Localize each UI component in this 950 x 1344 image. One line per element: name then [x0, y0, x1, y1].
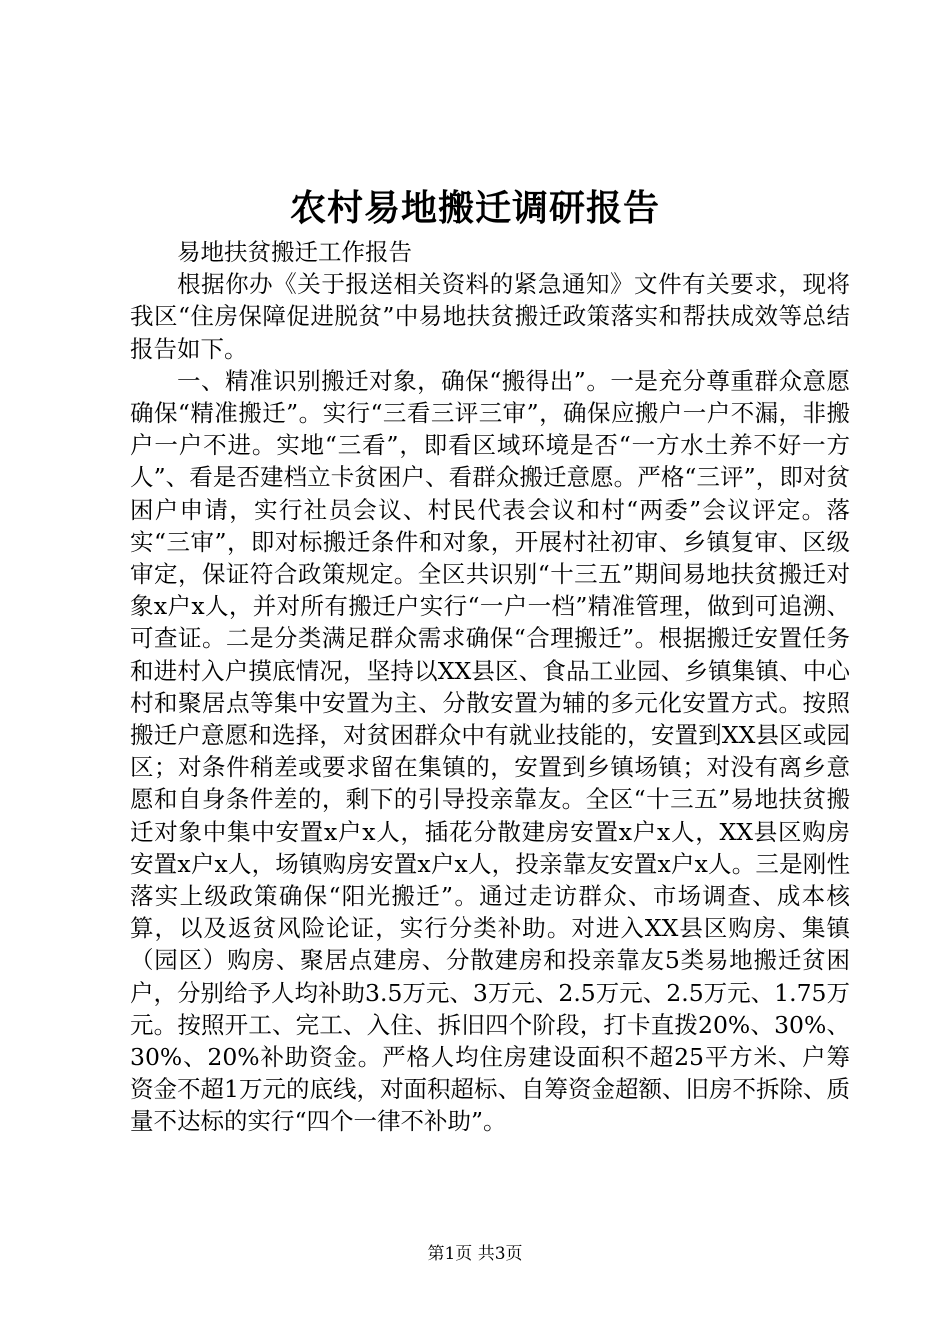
document-subtitle-paragraph: 易地扶贫搬迁工作报告 — [177, 238, 412, 266]
section-one-paragraph: 一、精准识别搬迁对象，确保“搬得出”。一是充分尊重群众意愿确保“精准搬迁”。实行“三看三评三审”，确保应搬户一户不漏，非搬户一户不进。实地“三看”，即看区域环境是否“一方水土养不好一方人”、看是否建档立卡贫困户、看群众搬迁意愿。严格“三评”，即对贫困户申请，实行社员会议、村民代表会议和村“两委”会议评定。落实“三审”，即对标搬迁条件和对象，开展村社初审、乡镇复审、区级审定，保证符合政策规定。全区共识别“十三五”期间易地扶贫搬迁对象x户x人，并对所有搬迁户实行“一户一档”精准管理，做到可追溯、可查证。二是分类满足群众需求确保“合理搬迁”。根据搬迁安置任务和进村入户摸底情况，坚持以XX县区、食品工业园、乡镇集镇、中心村和聚居点等集中安置为主、分散安置为辅的多元化安置方式。按照搬迁户意愿和选择，对贫困群众中有就业技能的，安置到XX县区或园区；对条件稍差或要求留在集镇的，安置到乡镇场镇；对没有离乡意愿和自身条件差的，剩下的引导投亲靠友。全区“十三五”易地扶贫搬迁对象中集中安置x户x人，插花分散建房安置x户x人，XX县区购房安置x户x人，场镇购房安置x户x人，投亲靠友安置x户x人。三是刚性落实上级政策确保“阳光搬迁”。通过走访群众、市场调查、成本核算，以及返贫风险论证，实行分类补助。对进入XX县区购房、集镇（园区）购房、聚居点建房、分散建房和投亲靠友5类易地搬迁贫困户，分别给予人均补助3.5万元、3万元、2.5万元、2.5万元、1.75万元。按照开工、完工、入住、拆旧四个阶段，打卡直拨20%、30%、30%、20%补助资金。严格人均住房建设面积不超25平方米、户筹资金不超1万元的底线，对面积超标、自筹资金超额、旧房不拆除、质量不达标的实行“四个一律不补助”。 — [130, 366, 850, 1136]
document-body — [130, 236, 850, 1138]
document-title: 农村易地搬迁调研报告 — [289, 187, 660, 229]
page-footer: 第1页 共3页 — [427, 1244, 523, 1264]
intro-paragraph: 根据你办《关于报送相关资料的紧急通知》文件有关要求，现将我区“住房保障促进脱贫”中易地扶贫搬迁政策落实和帮扶成效等总结报告如下。 — [130, 270, 850, 363]
